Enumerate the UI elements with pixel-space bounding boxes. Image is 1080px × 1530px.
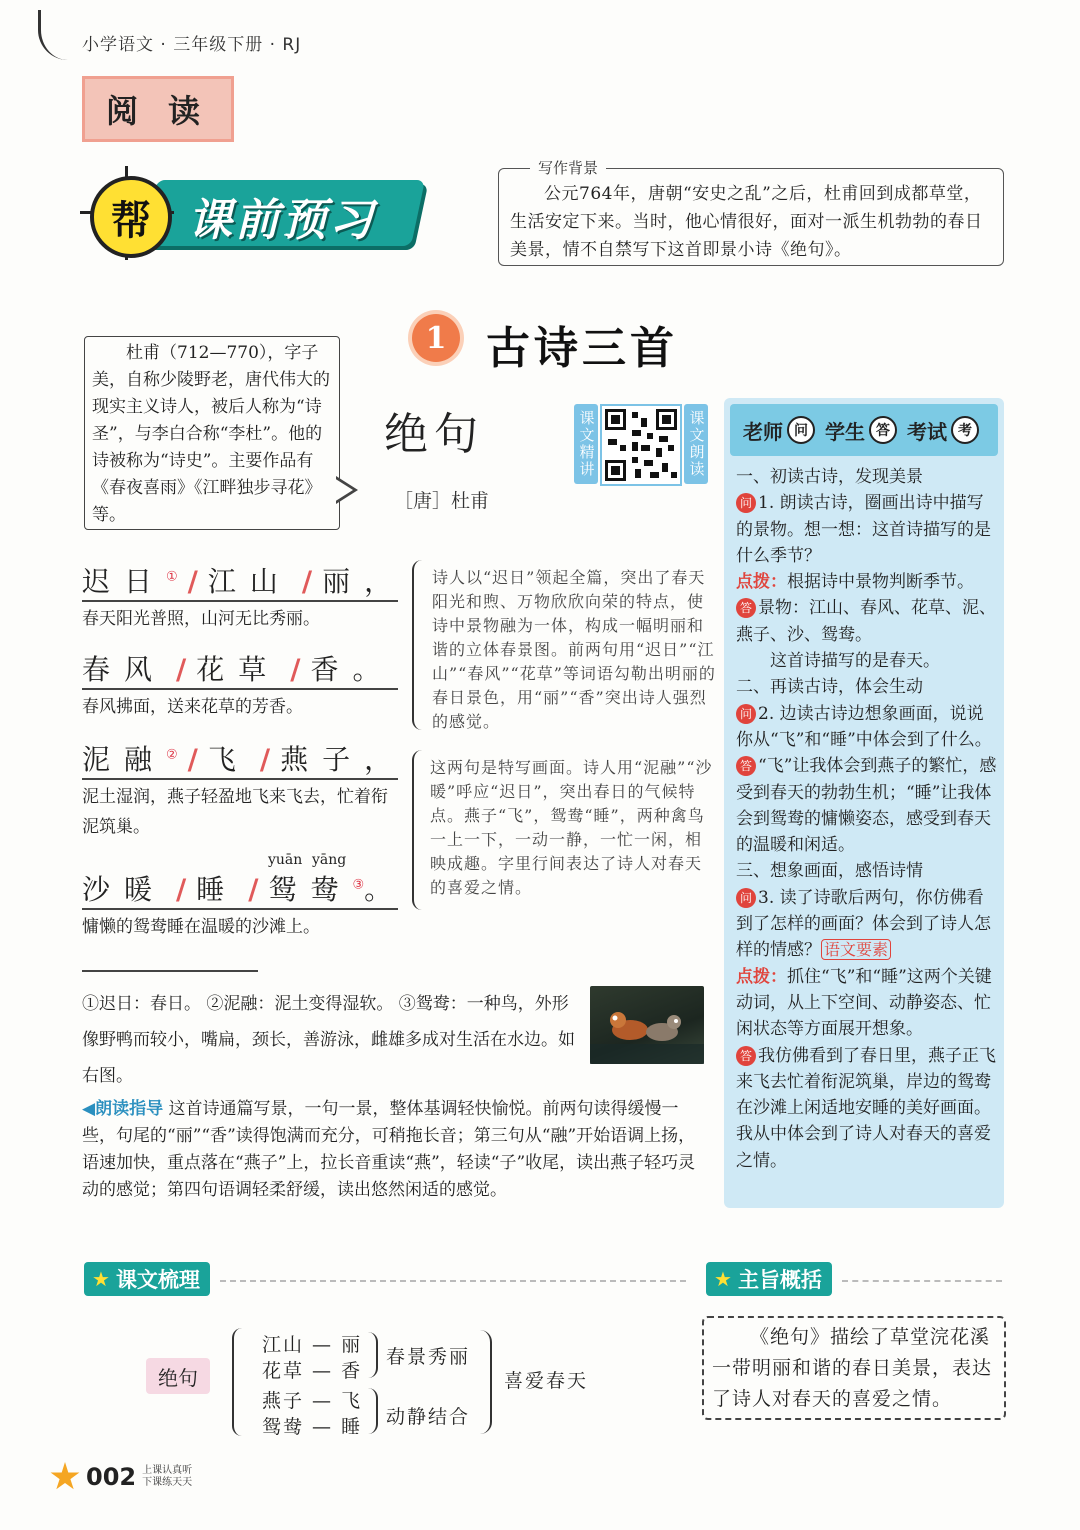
reading-guide [82,1096,712,1204]
outline-divider [220,1280,686,1282]
poem-line-4-part-1: 沙暖 [82,873,167,906]
answer-badge-icon: 答 [736,598,756,618]
pause-mark: / [290,653,301,686]
outline-theme: 喜爱春天 [504,1370,589,1392]
exam-icon: 考 [951,416,979,444]
poem-line-4-translation: 慵懒的鸳鸯睡在温暖的沙滩上。 [82,917,320,937]
poem-note-2: 这两句是特写画面。诗人用“泥融”“沙暖”呼应“迟日”，突出春日的气候特点。燕子“飞”，鸳鸯“睡”，两种禽鸟一上一下，一动一静，一忙一闲，相映成趣。字里行间表达了诗人对春天的喜爱之情。 [430,758,713,897]
footer-slogan [142,1465,192,1489]
poem-line-3-part-3: 燕子， [280,743,407,776]
pinyin-yuan: yuān [268,852,303,868]
answer-3: 我仿佛看到了春日里，燕子正飞来飞去忙着衔泥筑巢，岸边的鸳鸯在沙滩上闲适地安睡的美好画面。我从中体会到了诗人对春天的喜爱之情。 [736,1045,996,1171]
poem-line-2-part-2: 花草 [196,653,281,686]
poem-note-1: 诗人以“迟日”领起全篇，突出了春天阳光和煦、万物欣欣向荣的特点，使诗中景物融为一体，构成一幅明丽和谐的立体春景图。前两句用“迟日”“江山”“春风”“花草”等词语勾勒出明丽的春日景色，用“丽”“香”突出诗人强烈的感觉。 [432,568,716,731]
exam-label: 考试 [907,419,947,444]
background-title: 写作背景 [530,157,606,178]
poem-line-2-part-1: 春风 [82,653,167,686]
mandarin-duck-photo [590,986,704,1064]
author-box-tail-fill [334,478,353,502]
footer-slogan-2: 下课练天天 [142,1477,193,1488]
section-label: 阅读 [82,76,234,142]
poem-underline [82,688,398,690]
tip-3: 抓住“飞”和“睡”这两个关键动词，从上下空间、动静姿态、忙闲状态等方面展开想象。 [736,966,992,1040]
qa-heading-1: 一、初读古诗，发现美景 [736,467,923,487]
ask-icon: 问 [787,416,815,444]
footnote-mark-2: ② [166,747,178,763]
question-3: 3. 读了诗歌后两句，你仿佛看到了怎样的画面？体会到了诗人怎样的情感？ [736,887,991,961]
yuwen-tag: 语文要素 [821,939,891,960]
answer-badge-icon: 答 [736,756,756,776]
pause-mark: / [176,873,187,906]
poem-line-1-part-3: 丽， [322,565,407,598]
footer-slogan-1: 上课认真听 [142,1465,193,1476]
qr-label-right: 课文朗读 [684,404,708,484]
note-brace [412,560,424,730]
question-1: 1. 朗读古诗，圈画出诗中描写的景物。想一想：这首诗描写的是什么季节？ [736,493,991,566]
qr-code-icon [602,406,680,484]
note-brace [412,750,424,910]
qa-heading-3: 三、想象画面，感悟诗情 [736,861,923,882]
star-icon: ★ [714,1267,732,1291]
tip-label: 点拨： [736,966,787,987]
pause-mark: / [301,565,313,598]
tip-1: 根据诗中景物判断季节。 [787,572,974,593]
answer-1-conclusion: 这首诗描写的是春天。 [770,651,940,672]
qa-heading-2: 二、再读古诗，体会生动 [736,677,923,698]
star-icon [50,1462,80,1492]
pause-mark: / [259,743,271,776]
answer-2: “飞”让我体会到燕子的繁忙，感受到春天的勃勃生机；“睡”让我体会到鸳鸯的慵懒姿态，感受到春天的温暖和闲适。 [736,756,997,856]
answer-icon: 答 [869,416,897,444]
pause-mark: / [187,565,198,598]
lesson-number: 1 [412,314,460,362]
poem-underline [82,908,398,910]
author-intro: 杜甫（712—770），字子美，自称少陵野老，唐代伟大的现实主义诗人，被后人称为“诗圣”，与李白合称“李杜”。他的诗被称为“诗史”。主要作品有《春夜喜雨》《江畔独步寻花》等。 [92,343,330,525]
poem-line-1-translation: 春天阳光普照，山河无比秀丽。 [82,609,320,629]
background-text: 公元764年，唐朝“安史之乱”之后，杜甫回到成都草堂，生活安定下来。当时，他心情很好，面对一派生机勃勃的春日美景，情不自禁写下这首即景小诗《绝句》。 [510,184,983,260]
outline-brace-right [366,1332,378,1378]
banner-title: 课前预习 [188,195,376,246]
qa-panel-header [730,404,998,456]
poem-title: 绝句 [384,409,484,460]
page-footer [50,1462,192,1492]
outline-label: 课文梳理 [115,1268,200,1292]
tip-label: 点拨： [736,572,787,593]
poem-line-4 [82,868,406,908]
summary-tag [706,1262,832,1296]
outline-root: 绝句 [146,1358,210,1394]
outline-group-2: 动静结合 [386,1406,471,1428]
speaker-icon: ◀ [82,1099,96,1119]
pinyin-yang: yāng [312,852,347,868]
outline-tag [84,1262,210,1296]
summary-label: 主旨概括 [737,1268,822,1292]
poem-line-3 [82,738,406,778]
star-icon: ★ [92,1267,110,1291]
lesson-title: 古诗三首 [486,323,678,374]
question-icon: 问 [736,888,756,908]
poem-line-3-translation: 泥土湿润，燕子轻盈地飞来飞去，忙着衔泥筑巢。 [82,787,388,837]
pause-mark: / [176,653,187,686]
outline-brace [232,1328,248,1436]
answer-1: 景物：江山、春风、花草、泥、燕子、沙、鸳鸯。 [736,598,996,645]
outline-pair-1: 江山 — 丽 [262,1334,363,1356]
poem-line-3-part-1: 泥融 [82,743,167,776]
poem-line-4-part-2: 睡 [196,873,239,906]
poem-line-4-part-4: 。 [364,873,407,906]
footnote-mark-1: ① [166,569,178,585]
poem-line-1-part-2: 江山 [207,565,292,598]
poem-author: ［唐］杜甫 [394,490,490,512]
poem-line-1 [82,560,406,600]
footnote-divider [82,970,258,972]
qa-panel-content [736,464,998,1174]
outline-brace-final [478,1330,492,1434]
pause-mark: / [248,873,259,906]
poem-line-3-part-2: 飞 [207,743,250,776]
poem-line-2-translation: 春风拂面，送来花草的芳香。 [82,697,303,717]
question-2: 2. 边读古诗边想象画面，说说你从“飞”和“睡”中体会到了什么。 [736,703,992,750]
page-corner-line [38,10,71,60]
answer-badge-icon: 答 [736,1046,756,1066]
poem-line-2 [82,648,395,688]
question-icon: 问 [736,493,756,513]
outline-pair-3: 燕子 — 飞 [262,1390,363,1412]
book-title: 小学语文 · 三年级下册 · RJ [82,35,302,55]
duck-icon [590,986,704,1064]
qr-label-left: 课文精讲 [574,404,598,484]
question-icon: 问 [736,704,756,724]
footnote-mark-3: ③ [352,877,365,893]
poem-underline [82,600,398,602]
teacher-label: 老师 [743,419,783,444]
bang-badge: 帮 [90,176,172,258]
summary-divider [842,1280,1002,1282]
poem-underline [82,778,398,780]
pause-mark: / [187,743,198,776]
outline-pair-4: 鸳鸯 — 睡 [262,1416,363,1438]
poem-line-4-part-3: 鸳鸯 [268,873,353,906]
qr-code[interactable] [600,404,682,486]
poem-line-1-part-1: 迟日 [82,565,167,598]
outline-pair-2: 花草 — 香 [262,1360,363,1382]
reading-guide-text: 这首诗通篇写景，一句一景，整体基调轻快愉悦。前两句读得缓慢一些，句尾的“丽”“香”读得饱满而充分，可稍拖长音；第三句从“融”开始语调上扬，语速加快，重点落在“燕子”上，拉长音重读“燕”，轻读“子”收尾，读出燕子轻巧灵动的感觉；第四句语调轻柔舒缓，读出悠然闲适的感觉。 [82,1099,696,1200]
outline-brace-right [366,1388,378,1434]
page-number: 002 [86,1463,137,1491]
outline-group-1: 春景秀丽 [386,1346,471,1368]
student-label: 学生 [825,419,865,444]
footnotes: ①迟日：春日。 ②泥融：泥土变得湿软。 ③鸳鸯：一种鸟，外形像野鸭而较小，嘴扁，颈长，善游泳，雌雄多成对生活在水边。如右图。 [82,994,575,1086]
reading-guide-label: 朗读指导 [95,1099,164,1119]
summary-text: 《绝句》描绘了草堂浣花溪一带明丽和谐的春日美景，表达了诗人对春天的喜爱之情。 [712,1326,993,1410]
poem-line-2-part-3: 香。 [310,653,395,686]
